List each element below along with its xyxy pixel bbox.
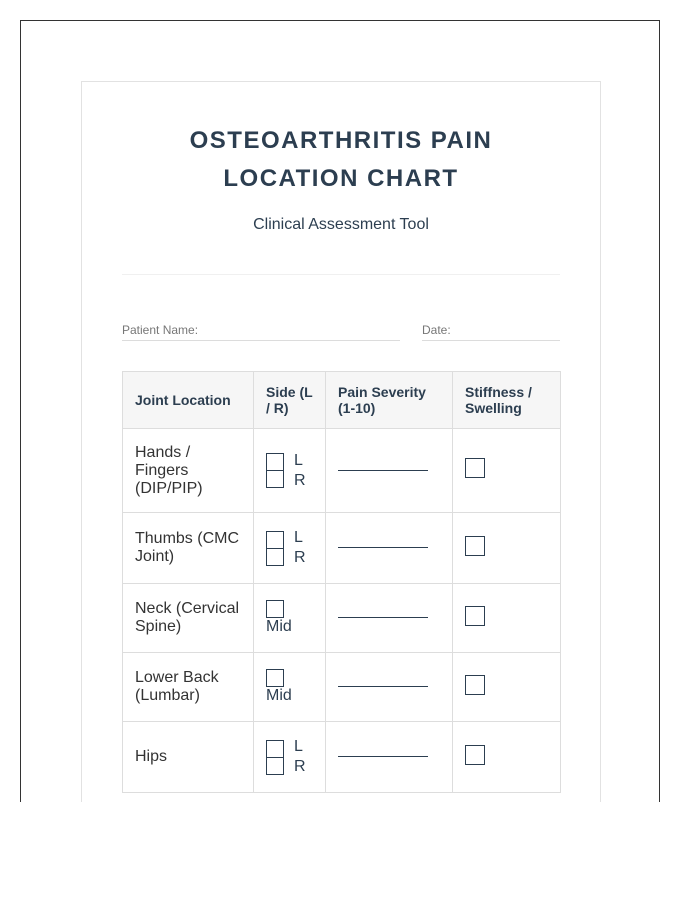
pain-severity-input-line[interactable] [338,756,428,757]
pain-severity-input-line[interactable] [338,547,428,548]
mid-label: Mid [266,687,292,704]
header-pain-severity: Pain Severity (1-10) [326,372,453,429]
side-cell [254,584,326,653]
stiffness-cell [453,584,561,653]
right-label: R [294,471,306,489]
pain-severity-cell [326,513,453,584]
page-title: OSTEOARTHRITIS PAIN LOCATION CHART [189,127,493,192]
joint-location-cell: Thumbs (CMC Joint) [123,513,254,584]
side-cell [254,653,326,722]
right-label: R [294,549,306,566]
pain-severity-input-line[interactable] [338,470,428,471]
table-row [123,722,561,793]
pain-severity-cell [326,429,453,513]
pain-severity-cell [326,722,453,793]
date-field[interactable] [422,323,560,341]
header-stiffness-swelling: Stiffness / Swelling [453,372,561,429]
left-label: L [294,451,303,469]
left-side-checkbox[interactable] [266,453,284,471]
stiffness-checkbox[interactable] [465,606,485,626]
pain-severity-input-line[interactable] [338,686,428,687]
stiffness-cell [453,429,561,513]
side-cell [254,722,326,793]
stiffness-checkbox[interactable] [465,458,485,478]
header-joint-location: Joint Location [123,372,254,429]
left-side-checkbox[interactable] [266,531,284,549]
pain-severity-cell [326,653,453,722]
mid-label: Mid [266,618,292,635]
right-side-checkbox[interactable] [266,757,284,775]
right-side-checkbox[interactable] [266,548,284,566]
table-header-row [123,372,561,429]
pain-severity-cell [326,584,453,653]
form-card [81,81,601,802]
pain-location-table [122,371,561,793]
patient-name-field[interactable] [122,323,400,341]
joint-location-cell: Neck (Cervical Spine) [123,584,254,653]
date-label: Date: [422,323,451,337]
header-divider [122,274,560,275]
right-side-checkbox[interactable] [266,470,284,488]
page-subtitle: Clinical Assessment Tool [253,216,429,233]
left-side-checkbox[interactable] [266,740,284,758]
patient-name-label: Patient Name: [122,323,199,337]
left-label: L [294,529,303,546]
header-side: Side (L / R) [254,372,326,429]
mid-side-checkbox[interactable] [266,669,284,687]
table-row [123,584,561,653]
stiffness-checkbox[interactable] [465,536,485,556]
patient-info [122,323,560,341]
pain-severity-input-line[interactable] [338,617,428,618]
stiffness-checkbox[interactable] [465,745,485,765]
right-label: R [294,758,306,775]
left-label: L [294,738,303,755]
stiffness-checkbox[interactable] [465,675,485,695]
mid-side-checkbox[interactable] [266,600,284,618]
table-row [123,513,561,584]
stiffness-cell [453,513,561,584]
joint-location-cell: Hips [123,722,254,793]
stiffness-cell [453,722,561,793]
joint-location-cell: Lower Back (Lumbar) [123,653,254,722]
side-cell [254,513,326,584]
table-row [123,429,561,513]
joint-location-cell: Hands / Fingers (DIP/PIP) [123,429,254,513]
stiffness-cell [453,653,561,722]
table-row [123,653,561,722]
side-cell [254,429,326,513]
